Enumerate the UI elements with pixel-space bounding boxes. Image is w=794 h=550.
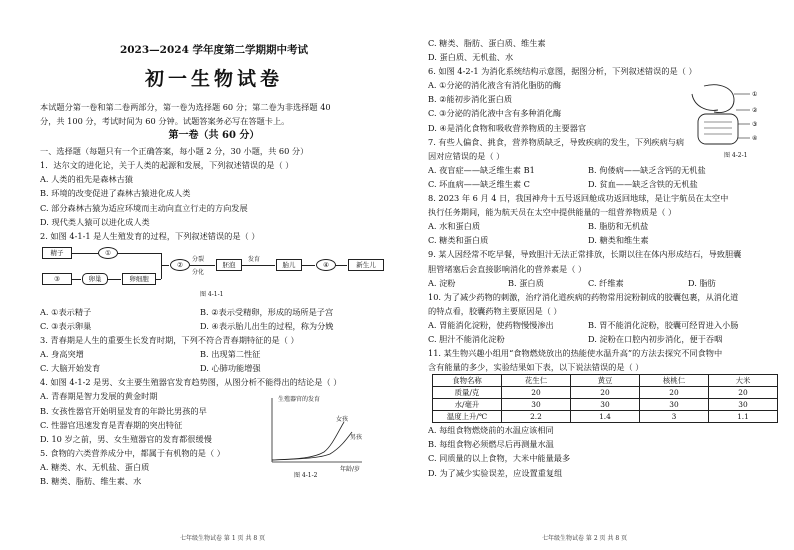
- flow-box-c4: ④: [316, 259, 336, 271]
- question-line: 11. 某生物兴趣小组用“食物燃烧放出的热能使水温升高”的方法去探究不同食物中: [428, 348, 723, 359]
- table-cell: 30: [571, 399, 640, 411]
- question-line: 1．达尔文的进化论，关于人类的起源和发展，下列叙述错误的是（ ）: [40, 160, 294, 171]
- question-line: 4. 如图 4-1-2 是男、女主要生殖器官发育趋势图，从图分析不能得出的结论是（ ）: [40, 377, 342, 388]
- option-b: B. 蛋白质: [508, 277, 544, 288]
- option-line: B. ②能初步消化蛋白质: [428, 94, 513, 105]
- svg-text:②: ②: [752, 107, 758, 114]
- table-cell: 水/毫升: [433, 399, 502, 411]
- option-row: [428, 233, 784, 247]
- question-line: 含有能量的多少，实验结果如下表，以下说法错误的是（ ）: [428, 362, 644, 373]
- table-cell: 1.4: [571, 411, 640, 423]
- graph-series-male: 男孩: [350, 434, 363, 441]
- table-cell: 温度上升/℃: [433, 411, 502, 423]
- option-d: D. 糖类和维生素: [588, 235, 649, 246]
- flow-box-sperm: 精子: [42, 247, 72, 259]
- option-a: A. 水和蛋白质: [428, 221, 481, 232]
- option-line: D. ④是消化食物和吸收营养物质的主要器官: [428, 122, 587, 133]
- option-line: C. 同质量的以上食物，大米中能量最多: [428, 453, 571, 464]
- option-row: [428, 219, 784, 233]
- option-line: D. 现代类人猿可以进化成人类: [40, 216, 150, 227]
- option-a: A. 胃能消化淀粉，使药物慢慢渗出: [428, 319, 554, 330]
- question-line: 3. 青春期是人生的重要生长发育时期，下列不符合青春期特征的是（ ）: [40, 335, 299, 346]
- graph-xunit: 年龄/岁: [340, 466, 361, 473]
- option-row: [428, 163, 784, 177]
- table-cell: 1.1: [709, 411, 778, 423]
- table-row: [433, 387, 778, 399]
- option-line: C. 性器官迅速发育是青春期的突出特征: [40, 419, 183, 430]
- graph-title: 生殖器官的发育: [278, 396, 321, 403]
- option-d: D. 淀粉在口腔内初步消化，便于吞咽: [588, 333, 723, 344]
- flow-box-c3: ③: [42, 273, 72, 285]
- option-line: A. 糖类、水、无机盐、蛋白质: [40, 461, 150, 472]
- table-cell: 20: [640, 387, 709, 399]
- option-b: B. 胃不能消化淀粉，胶囊可经胃进入小肠: [588, 319, 739, 330]
- question-line: 胆管堵塞后会直接影响消化的营养素是（ ）: [428, 263, 587, 274]
- instruction-line: 本试题分第一卷和第二卷两部分，第一卷为选择题 60 分；第二卷为非选择题 40: [40, 102, 331, 112]
- table-cell: 20: [502, 387, 571, 399]
- flow-label-div: 分裂: [192, 255, 205, 263]
- option-row: [428, 276, 784, 290]
- food-energy-table: [432, 374, 778, 423]
- question-line: 5. 食物的六类营养成分中，都属于有机物的是（ ）: [40, 447, 225, 458]
- option-a: A. 夜盲症——缺乏维生素 B1: [428, 164, 535, 175]
- question-line: 10. 为了减少药物的刺激，治疗消化道疾病的药物常用淀粉制成的胶囊包裹，从消化道: [428, 291, 739, 302]
- flow-box-embryo: 胎儿: [276, 259, 302, 271]
- page-footer: 七年级生物试卷 第 2 页 共 8 页: [542, 535, 628, 542]
- option-row: [428, 332, 784, 346]
- table-cell: 30: [709, 399, 778, 411]
- right-page: [402, 0, 794, 550]
- table-cell: 30: [502, 399, 571, 411]
- option-c: C. 纤维素: [588, 277, 624, 288]
- option-d: D. 贫血——缺乏含铁的无机盐: [588, 178, 698, 189]
- page-footer: 七年级生物试卷 第 1 页 共 8 页: [180, 535, 266, 542]
- option-line: A. ①分泌的消化液含有消化脂肪的酶: [428, 80, 562, 91]
- option-line: D. 10 岁之前，男、女生殖器官的发育都很缓慢: [40, 433, 212, 444]
- flow-label-dev: 发育: [248, 255, 261, 263]
- flow-label-diff: 分化: [192, 268, 205, 276]
- option-c: C. ③表示卵巢: [40, 320, 92, 331]
- table-header-cell: 大米: [709, 375, 778, 387]
- table-row: [433, 399, 778, 411]
- question-line: 6. 如图 4-2-1 为消化系统结构示意图，据图分析，下列叙述错误的是（ ）: [428, 66, 697, 77]
- option-c: C. 胆汁不能消化淀粉: [428, 333, 505, 344]
- option-c: C. 大脑开始发育: [40, 363, 101, 374]
- option-c: C. 坏血病——缺乏维生素 C: [428, 178, 530, 189]
- table-cell: 2.2: [502, 411, 571, 423]
- option-line: B. 每组食物必须燃尽后再测量水温: [428, 439, 554, 450]
- subject-title: 初一生物试卷: [144, 68, 283, 90]
- option-a: A. 淀粉: [428, 277, 456, 288]
- option-line: A. 人类的祖先是森林古猿: [40, 174, 133, 185]
- option-row: [428, 177, 784, 191]
- option-d: D. 心肺功能增强: [200, 363, 261, 374]
- svg-text:③: ③: [752, 121, 758, 128]
- option-line: C. 部分森林古猿为适应环境而主动向直立行走的方向发展: [40, 202, 248, 213]
- flow-box-ovary: 卵巢: [82, 273, 108, 285]
- question-line: 一、选择题（每题只有一个正确答案，每小题 2 分，30 小题，共 60 分）: [40, 146, 309, 157]
- organ-caption: 图 4-2-1: [724, 152, 748, 159]
- svg-text:④: ④: [752, 135, 758, 142]
- option-line: A. 青春期是智力发展的黄金时期: [40, 391, 158, 402]
- question-line: 执行任务期间，能为航天员在太空中提供能量的一组营养物质是（ ）: [428, 207, 677, 218]
- table-cell: 20: [571, 387, 640, 399]
- option-row: [40, 305, 388, 319]
- option-row: [428, 318, 784, 332]
- question-line: 8. 2023 年 6 月 4 日，我国神舟十五号返回舱成功返回地球，是让宇航员在太空中: [428, 193, 729, 204]
- table-cell: 30: [640, 399, 709, 411]
- option-line: C. ③分泌的消化液中含有多种消化酶: [428, 108, 562, 119]
- table-cell: 20: [709, 387, 778, 399]
- option-a: A. 身高突增: [40, 349, 84, 360]
- table-header-cell: 核桃仁: [640, 375, 709, 387]
- table-cell: 3: [640, 411, 709, 423]
- question-line: 因对应错误的是（ ）: [428, 150, 505, 161]
- option-line: D. 为了减少实验误差，应设置重复组: [428, 467, 563, 478]
- question-line: 7. 有些人偏食、挑食，营养物质缺乏，导致疾病的发生，下列疾病与病: [428, 136, 685, 147]
- table-header-cell: 黄豆: [571, 375, 640, 387]
- exam-title: 2023—2024 学年度第二学期期中考试: [119, 44, 309, 56]
- section-title: 第一卷（共 60 分）: [168, 130, 260, 142]
- flow-box-ovum: 卵细胞: [122, 273, 156, 285]
- flow-caption: 图 4-1-1: [200, 290, 224, 298]
- option-b: B. ②表示受精卵，形成的场所是子宫: [200, 306, 334, 317]
- option-d: D. ④表示胎儿出生的过程，称为分娩: [200, 320, 334, 331]
- flow-box-baby: 新生儿: [348, 259, 384, 271]
- flow-box-germ: 胚泡: [216, 259, 242, 271]
- development-graph: [258, 392, 368, 478]
- option-line: B. 糖类、脂肪、维生素、水: [40, 475, 142, 486]
- option-b: B. 出现第二性征: [200, 349, 261, 360]
- option-a: A. ①表示精子: [40, 306, 92, 317]
- instruction-line: 分，共 100 分，考试时间为 60 分钟。试题答案务必写在答题卡上。: [40, 116, 290, 127]
- digestive-system-figure: [684, 80, 764, 162]
- table-header-cell: 花生仁: [502, 375, 571, 387]
- question-line: 2. 如图 4-1-1 是人生殖发育的过程，下列叙述错误的是（ ）: [40, 230, 260, 241]
- option-c: C. 糖类和蛋白质: [428, 235, 489, 246]
- table-cell: 质量/克: [433, 387, 502, 399]
- option-row: [40, 319, 388, 333]
- table-header-cell: 食物名称: [433, 375, 502, 387]
- option-line: D. 蛋白质、无机盐、水: [428, 52, 514, 63]
- svg-text:①: ①: [752, 91, 758, 98]
- option-row: [40, 361, 388, 375]
- option-line: B. 女孩性器官开始明显发育的年龄比男孩的早: [40, 405, 207, 416]
- flow-box-c1: ①: [98, 247, 118, 259]
- option-row: [40, 347, 388, 361]
- option-d: D. 脂肪: [688, 277, 716, 288]
- option-line: A. 每组食物燃烧前的水温应该相同: [428, 425, 554, 436]
- option-b: B. 佝偻病——缺乏含钙的无机盐: [588, 164, 706, 175]
- option-line: B. 环境的改变促进了森林古猿进化成人类: [40, 188, 191, 199]
- question-line: 的特点看，胶囊药物主要原因是（ ）: [428, 305, 562, 316]
- graph-caption: 图 4-1-2: [294, 472, 318, 479]
- option-b: B. 脂肪和无机盐: [588, 221, 649, 232]
- table-row: [433, 411, 778, 423]
- graph-series-female: 女孩: [336, 416, 349, 423]
- digestive-system-svg: [684, 80, 764, 152]
- reproduction-flow-diagram: [40, 245, 388, 303]
- option-line: C. 糖类、脂肪、蛋白质、维生素: [428, 38, 546, 48]
- flow-box-c2: ②: [170, 259, 190, 271]
- question-line: 9. 某人因经常不吃早餐，导致胆汁无法正常排放，长期以往在体内形成结石，导致胆囊: [428, 249, 742, 260]
- table-header-row: [433, 375, 778, 387]
